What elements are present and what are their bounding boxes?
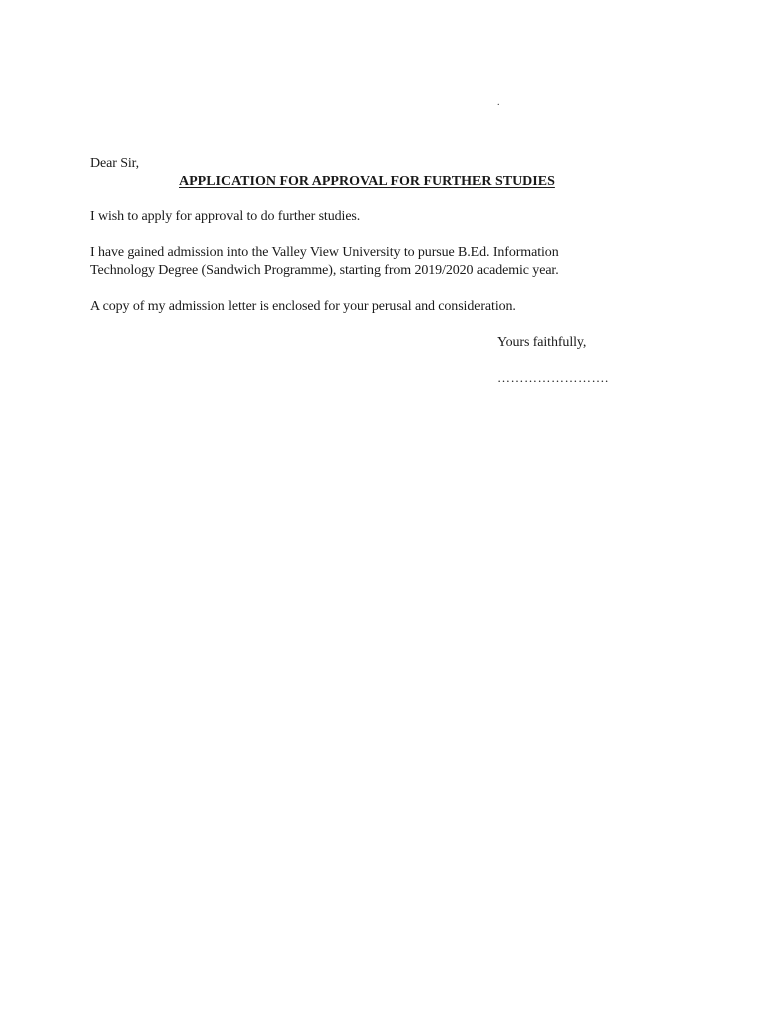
paragraph-enclosure: A copy of my admission letter is enclosed for your perusal and consideration. [90, 299, 516, 314]
signature-line: ……………………. [497, 370, 609, 385]
salutation: Dear Sir, [90, 156, 140, 171]
paragraph-request: I wish to apply for approval to do further studies. [90, 209, 361, 224]
complimentary-closing: Yours faithfully, [497, 335, 587, 350]
top-mark: . [497, 97, 500, 108]
paragraph-admission-line-1: I have gained admission into the Valley View University to pursue B.Ed. Information [90, 245, 559, 260]
letter-subject-heading: APPLICATION FOR APPROVAL FOR FURTHER STUDIES [179, 174, 555, 189]
paragraph-admission-line-2: Technology Degree (Sandwich Programme), starting from 2019/2020 academic year. [90, 263, 559, 278]
